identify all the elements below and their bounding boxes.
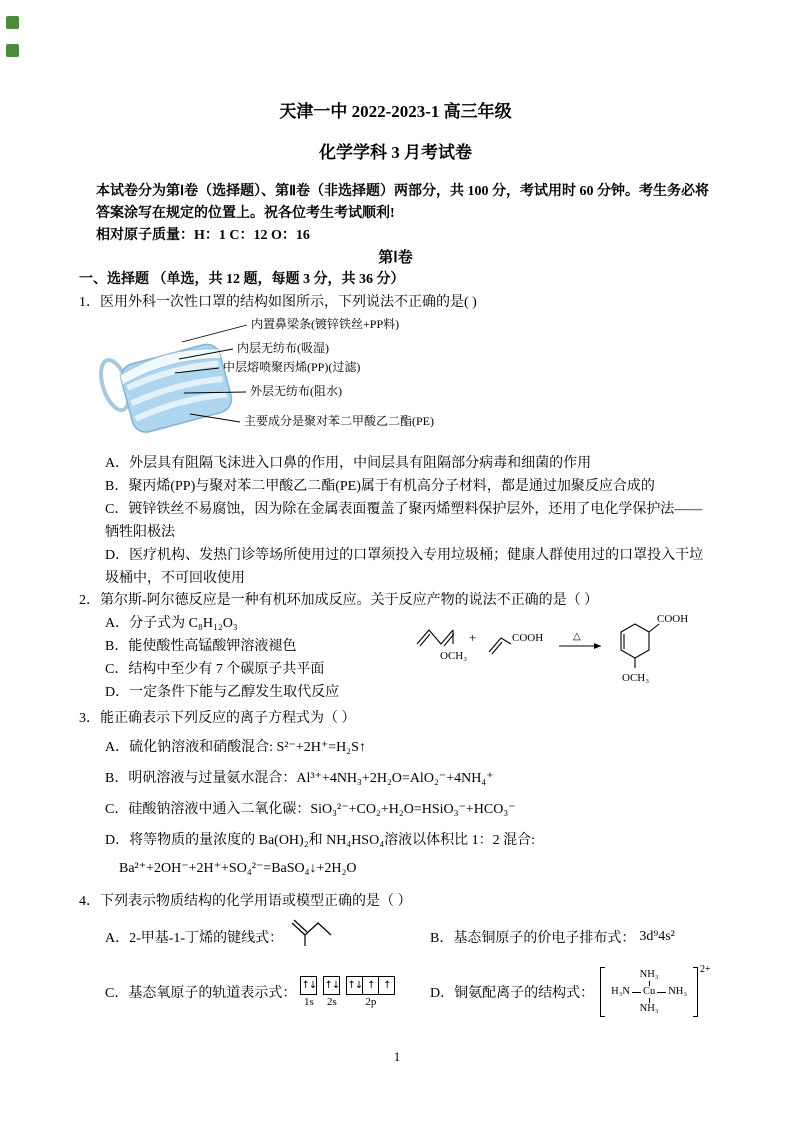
q1-option-b: B．聚丙烯(PP)与聚对苯二甲酸乙二酯(PE)属于有机高分子材料，都是通过加聚反应合成的	[105, 479, 655, 494]
q4-row-ab	[105, 925, 712, 949]
bond-horizontal-right	[657, 992, 666, 993]
q2-stem: 2．第尔斯-阿尔德反应是一种有机环加成反应。关于反应产物的说法不正确的是（ ）	[79, 593, 599, 608]
complex-charge: 2+	[700, 964, 711, 975]
q2-option-b: B．能使酸性高锰酸钾溶液褪色	[105, 639, 297, 654]
ligand-bottom: NH₃	[639, 1003, 659, 1014]
q1-stem: 1．医用外科一次性口罩的结构如图所示，下列说法不正确的是( )	[79, 295, 477, 310]
copper-ammine-structure	[600, 964, 711, 1017]
scheme-och3-left: OCH₃	[440, 650, 468, 662]
keyline-structure	[287, 913, 347, 949]
mask-label-outer-layer: 外层无纺布(阻水)	[250, 384, 342, 398]
question-2	[79, 590, 712, 704]
q3-option-c: C．硅酸钠溶液中通入二氧化碳：SiO₃²⁻+CO₂+H₂O=HSiO₃⁻+HCO₃⁻	[105, 802, 516, 817]
scheme-plus: +	[469, 630, 477, 645]
ligand-right: NH₃	[668, 986, 688, 997]
q4-option-d	[430, 964, 711, 1017]
q4-option-a-label: A．2-甲基-1-丁烯的键线式：	[105, 931, 284, 946]
q3-option-d-equation: Ba²⁺+2OH⁻+2H⁺+SO₄²⁻=BaSO₄↓+2H₂O	[119, 861, 357, 876]
q4-option-b-value: 3d⁹4s²	[639, 929, 675, 944]
q4-option-a	[105, 925, 430, 949]
q4-option-d-label: D．铜氨配离子的结构式：	[430, 986, 595, 1001]
q4-option-c	[105, 976, 430, 1008]
question-1	[79, 292, 712, 590]
q4-option-c-label: C．基态氧原子的轨道表示式：	[105, 986, 297, 1001]
q1-option-a: A．外层具有阻隔飞沫进入口鼻的作用，中间层具有阻隔部分病毒和细菌的作用	[105, 456, 592, 471]
mask-figure	[87, 317, 687, 445]
q3-option-b: B．明矾溶液与过量氨水混合：Al³⁺+4NH₃+2H₂O=AlO₂⁻+4NH₄⁺	[105, 771, 494, 786]
part1-title: 第Ⅰ卷	[378, 250, 413, 266]
orbital-box-2s: ↑↓	[323, 976, 340, 995]
orbital-label-2p: 2p	[365, 996, 377, 1008]
exam-instructions: 本试卷分为第Ⅰ卷（选择题）、第Ⅱ卷（非选择题）两部分，共 100 分，考试用时 60 分钟。考生务必将答案涂写在规定的位置上。祝各位考生考试顺利!	[96, 184, 710, 221]
q4-row-cd	[105, 964, 712, 1017]
central-atom: Cu	[642, 986, 656, 997]
page-content	[79, 100, 712, 1017]
q1-option-d: D．医疗机构、发热门诊等场所使用过的口罩须投入专用垃圾桶；健康人群使用过的口罩投入干垃圾桶中，不可回收使用	[105, 548, 704, 586]
scheme-cooh-product: COOH	[657, 613, 689, 625]
orbital-diagram	[300, 976, 401, 1008]
orbital-box-2p1: ↑↓	[346, 976, 363, 995]
mask-label-main-component: 主要成分是聚对苯二甲酸乙二酯(PE)	[244, 414, 434, 428]
bond-horizontal-left	[632, 992, 641, 993]
exam-title-line2: 化学学科 3 月考试卷	[319, 143, 472, 162]
green-marker-bottom	[6, 44, 19, 57]
orbital-box-1s: ↑↓	[300, 976, 317, 995]
scheme-och3-product: OCH₃	[622, 672, 650, 684]
q3-option-a: A．硫化钠溶液和硝酸混合: S²⁻+2H⁺=H₂S↑	[105, 740, 366, 755]
atomic-mass-note: 相对原子质量：H：1 C：12 O：16	[96, 228, 310, 243]
exam-title-line1: 天津一中 2022-2023-1 高三年级	[279, 102, 512, 121]
mask-label-nose-strip: 内置鼻梁条(镀锌铁丝+PP料)	[251, 317, 400, 331]
orbital-label-1s: 1s	[303, 996, 314, 1008]
q4-stem: 4．下列表示物质结构的化学用语或模型正确的是（ ）	[79, 894, 412, 909]
q3-option-d: D．将等物质的量浓度的 Ba(OH)₂和 NH₄HSO₄溶液以体积比 1：2 混合:	[105, 833, 535, 848]
diels-alder-scheme	[409, 608, 694, 697]
green-marker-top	[6, 16, 19, 29]
q4-option-b	[430, 927, 675, 947]
mask-label-middle-layer: 中层熔喷聚丙烯(PP)(过滤)	[223, 360, 361, 374]
orbital-box-2p2: ↑	[362, 976, 379, 995]
q3-stem: 3．能正确表示下列反应的离子方程式为（ ）	[79, 711, 356, 726]
ligand-left: H₃N	[611, 986, 630, 997]
q2-option-c: C．结构中至少有 7 个碳原子共平面	[105, 662, 325, 677]
right-bracket	[693, 967, 698, 1017]
q2-option-d: D．一定条件下能与乙醇发生取代反应	[105, 685, 340, 700]
orbital-box-2p3: ↑	[378, 976, 395, 995]
q2-option-a: A．分子式为 C₈H₁₂O₃	[105, 616, 238, 631]
q4-option-b-label: B．基态铜原子的价电子排布式：	[430, 931, 636, 946]
orbital-label-2s: 2s	[326, 996, 337, 1008]
mask-label-inner-layer: 内层无纺布(吸湿)	[237, 341, 329, 355]
q1-option-c: C．镀锌铁丝不易腐蚀，因为除在金属表面覆盖了聚丙烯塑料保护层外，还用了电化学保护法——牺牲阳极法	[105, 502, 703, 540]
question-3	[79, 708, 712, 881]
question-4	[79, 891, 712, 1017]
page-number: 1	[393, 1049, 401, 1064]
ligand-top: NH₃	[639, 969, 659, 980]
scheme-heat-symbol: △	[573, 631, 581, 642]
scheme-cooh-mid: COOH	[512, 632, 544, 644]
section1-title: 一、选择题 （单选，共 12 题，每题 3 分，共 36 分）	[79, 272, 405, 287]
